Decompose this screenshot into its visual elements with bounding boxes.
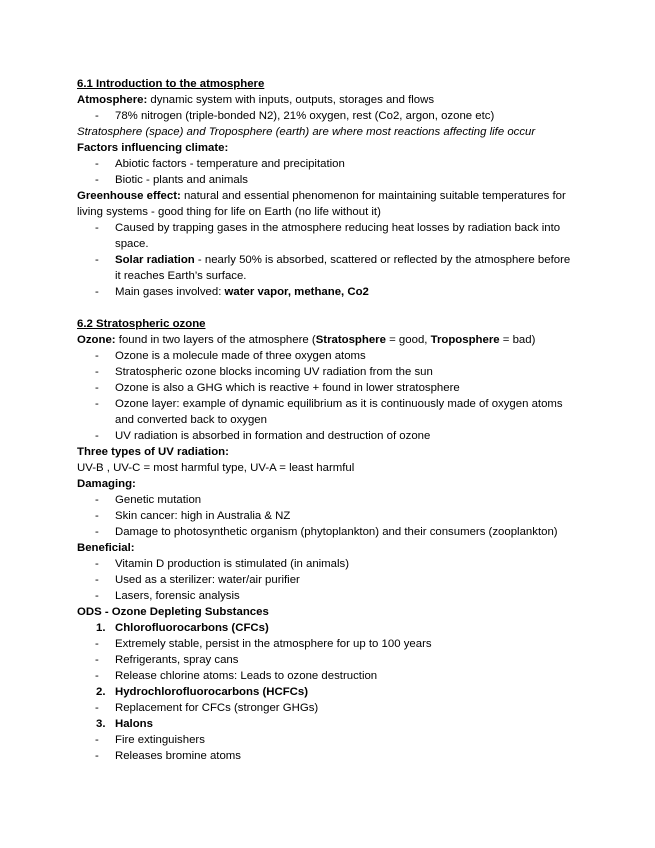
ods-heading: ODS - Ozone Depleting Substances: [77, 606, 269, 618]
list-item: - Fire extinguishers: [95, 734, 205, 746]
list-item: - Vitamin D production is stimulated (in animals): [95, 558, 350, 570]
ods-group-title: 1. Chlorofluorocarbons (CFCs): [96, 622, 269, 634]
italic-note: Stratosphere (space) and Troposphere (earth) are where most reactions affecting life occur: [77, 126, 536, 138]
greenhouse-definition: Greenhouse effect: natural and essential phenomenon for maintaining suitable temperatures for living systems - good thing for life on Earth (no life without it): [77, 190, 566, 218]
list-item: - Used as a sterilizer: water/air purifier: [95, 574, 300, 586]
list-item: - Solar radiation - nearly 50% is absorbed, scattered or reflected by the atmosphere before it reaches Earth’s surface.: [95, 254, 571, 282]
list-item: - Main gases involved: water vapor, methane, Co2: [95, 286, 369, 298]
list-item: - UV radiation is absorbed in formation and destruction of ozone: [95, 430, 431, 442]
ozone-definition: Ozone: found in two layers of the atmosphere (Stratosphere = good, Troposphere = bad): [77, 334, 536, 346]
beneficial-heading: Beneficial:: [77, 542, 135, 554]
list-item: - Ozone is also a GHG which is reactive + found in lower stratosphere: [95, 382, 460, 394]
atmosphere-definition: Atmosphere: dynamic system with inputs, outputs, storages and flows: [77, 94, 435, 106]
section-spacer: [77, 300, 597, 316]
document-page: [77, 76, 597, 764]
section-heading-6-2: 6.2 Stratospheric ozone: [77, 318, 206, 330]
list-item: - Refrigerants, spray cans: [95, 654, 239, 666]
list-item: - Skin cancer: high in Australia & NZ: [95, 510, 291, 522]
list-item: - Extremely stable, persist in the atmosphere for up to 100 years: [95, 638, 432, 650]
factors-heading: Factors influencing climate:: [77, 142, 229, 154]
list-item: - Ozone is a molecule made of three oxygen atoms: [95, 350, 366, 362]
list-item: - Lasers, forensic analysis: [95, 590, 240, 602]
list-item: - Releases bromine atoms: [95, 750, 241, 762]
ods-group-title: 2. Hydrochlorofluorocarbons (HCFCs): [96, 686, 309, 698]
damaging-heading: Damaging:: [77, 478, 136, 490]
list-item: - Release chlorine atoms: Leads to ozone destruction: [95, 670, 378, 682]
list-item: - Replacement for CFCs (stronger GHGs): [95, 702, 319, 714]
list-item: - Caused by trapping gases in the atmosphere reducing heat losses by radiation back into space.: [95, 222, 561, 250]
list-item: - Damage to photosynthetic organism (phytoplankton) and their consumers (zooplankton): [95, 526, 558, 538]
list-item: - Genetic mutation: [95, 494, 202, 506]
uv-types-text: UV-B , UV-C = most harmful type, UV-A = least harmful: [77, 462, 355, 474]
list-item: - Biotic - plants and animals: [95, 174, 248, 186]
list-item: - Ozone layer: example of dynamic equilibrium as it is continuously made of oxygen atoms and converted back to oxygen: [95, 398, 563, 426]
section-heading-6-1: 6.1 Introduction to the atmosphere: [77, 78, 265, 90]
list-item: - Stratospheric ozone blocks incoming UV radiation from the sun: [95, 366, 433, 378]
list-item: - 78% nitrogen (triple-bonded N2), 21% oxygen, rest (Co2, argon, ozone etc): [95, 110, 495, 122]
uv-types-heading: Three types of UV radiation:: [77, 446, 229, 458]
list-item: - Abiotic factors - temperature and precipitation: [95, 158, 345, 170]
ods-group-title: 3. Halons: [96, 718, 153, 730]
